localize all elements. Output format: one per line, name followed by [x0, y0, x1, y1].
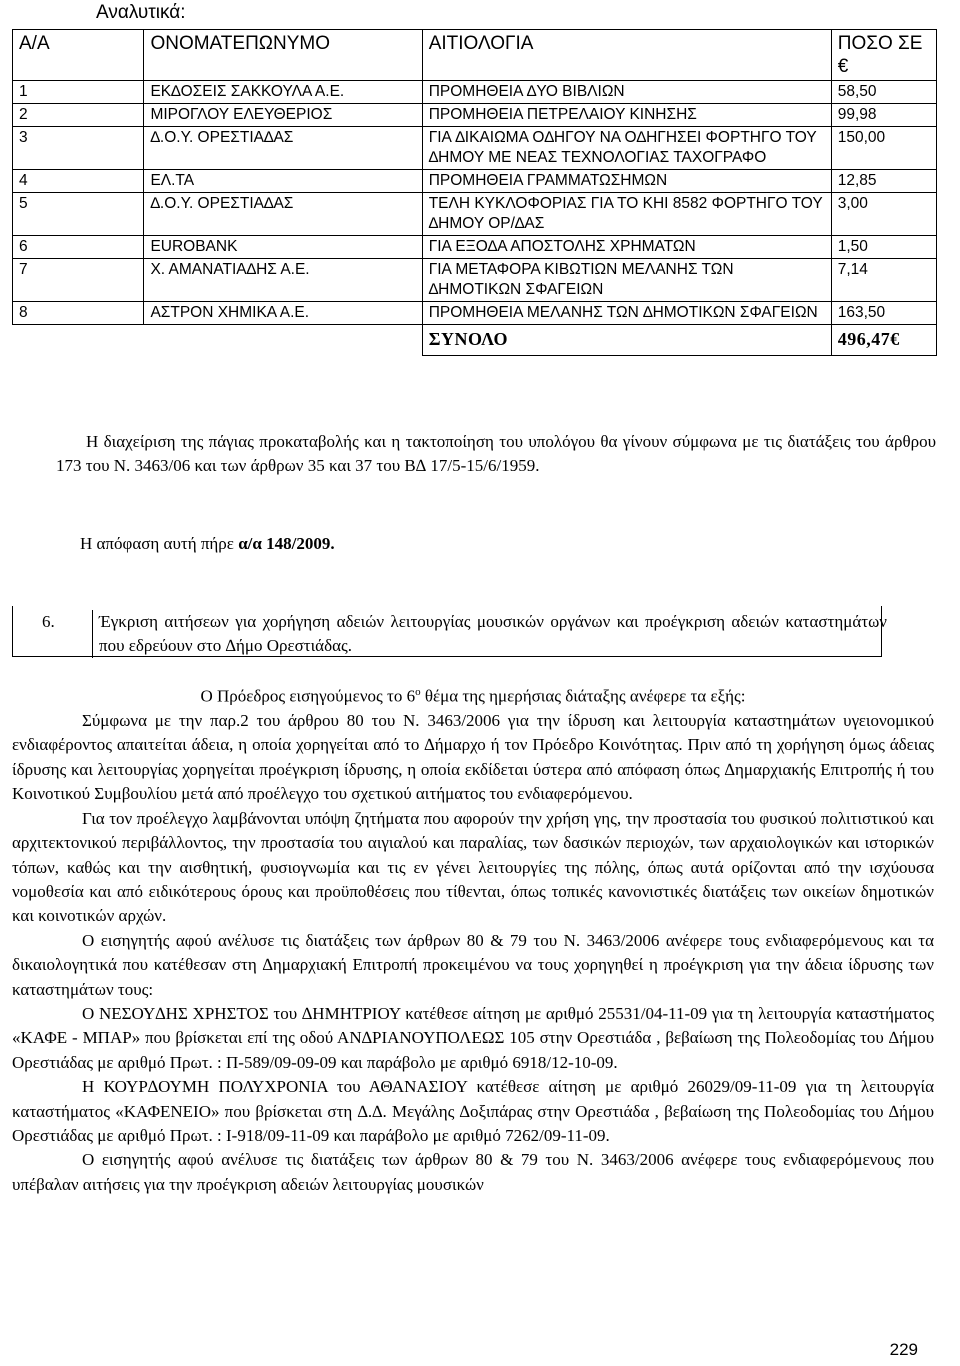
row-reason: ΠΡΟΜΗΘΕΙΑ ΓΡΑΜΜΑΤΩΣΗΜΩΝ	[422, 170, 831, 193]
page-number: 229	[889, 1340, 918, 1359]
total-empty-2	[144, 325, 422, 356]
management-paragraph: Η διαχείριση της πάγιας προκαταβολής και η τακτοποίηση του υπολόγου θα γίνουν σύμφωνα με τις διατάξεις του άρθρου 173 του Ν. 3463/06 και των άρθρων 35 και 37 του Β∆ 17/5-15/6/1959.	[56, 432, 936, 475]
row-reason: ΓΙΑ ∆ΙΚΑΙΩΜΑ Ο∆ΗΓΟΥ ΝΑ Ο∆ΗΓΗΣΕΙ ΦΟΡΤΗΓΟ ΤΟΥ ∆ΗΜΟΥ ΜΕ ΝΕΑΣ ΤΕΧΝΟΛΟΓΙΑΣ ΤΑΧΟΓΡΑΦΟ	[422, 127, 831, 170]
row-amount: 3,00	[831, 193, 936, 236]
header-reason: ΑΙΤΙΟΛΟΓΙΑ	[422, 30, 831, 81]
row-amount: 163,50	[831, 302, 936, 325]
agenda-item-number: 6.	[42, 612, 55, 631]
row-no: 6	[13, 236, 144, 259]
row-name: ∆.Ο.Υ. ΟΡΕΣΤΙΑ∆ΑΣ	[144, 127, 422, 170]
row-name: ∆.Ο.Υ. ΟΡΕΣΤΙΑ∆ΑΣ	[144, 193, 422, 236]
header-name: ΟΝΟΜΑΤΕΠΩΝΥΜΟ	[144, 30, 422, 81]
paragraph: Για τον προέλεγχο λαμβάνονται υπόψη ζητήματα που αφορούν την χρήση γης, την προστασία του φυσικού πολιτιστικού και αρχιτεκτονικού περιβάλλοντος, την προστασία του αιγιαλού και παραλίας, των δασικών περιοχών, των αρχαιολογικών και ιστορικών τόπων, καθώς και την αισθητική, φυσιογνωμία και τις εν γένει λειτουργίες της πόλης, όπως αυτά ορίζονται από την ισχύουσα νομοθεσία και από ειδικότερους όρους και προϋποθέσεις που τίθενται, όπως τοπικές κανονιστικές διατάξεις των οικείων δημοτικών και κοινοτικών αρχών.	[12, 808, 934, 926]
payments-table	[12, 29, 937, 356]
row-name: ΜΙΡΟΓΛΟΥ ΕΛΕΥΘΕΡΙΟΣ	[144, 104, 422, 127]
table-row	[13, 104, 937, 127]
agenda-item-title: Έγκριση αιτήσεων για χορήγηση αδειών λειτουργίας μουσικών οργάνων και προέγκριση αδειών καταστημάτων που εδρεύουν στο ∆ήμο Ορεστιάδας.	[92, 610, 887, 658]
row-amount: 99,98	[831, 104, 936, 127]
row-amount: 12,85	[831, 170, 936, 193]
table-row	[13, 302, 937, 325]
header-no: Α/Α	[13, 30, 144, 81]
intro-line	[12, 680, 934, 709]
table-row	[13, 193, 937, 236]
table-row	[13, 81, 937, 104]
header-amount: ΠΟΣΟ ΣΕ €	[831, 30, 936, 81]
row-reason: ΓΙΑ ΜΕΤΑΦΟΡΑ ΚΙΒΩΤΙΩΝ ΜΕΛΑΝΗΣ ΤΩΝ ∆ΗΜΟΤΙΚΩΝ ΣΦΑΓΕΙΩΝ	[422, 259, 831, 302]
row-name: EUROBANK	[144, 236, 422, 259]
row-amount: 1,50	[831, 236, 936, 259]
total-row	[13, 325, 937, 356]
row-amount: 58,50	[831, 81, 936, 104]
row-reason: ΤΕΛΗ ΚΥΚΛΟΦΟΡΙΑΣ ΓΙΑ ΤΟ ΚΗΙ 8582 ΦΟΡΤΗΓΟ ΤΟΥ ∆ΗΜΟΥ ΟΡ/∆ΑΣ	[422, 193, 831, 236]
intro-text-a: Ο Πρόεδρος εισηγούμενος το 6	[200, 686, 416, 706]
row-no: 4	[13, 170, 144, 193]
decision-prefix: Η απόφαση αυτή πήρε	[80, 534, 234, 553]
row-name: ΕΚ∆ΟΣΕΙΣ ΣΑΚΚΟΥΛΑ Α.Ε.	[144, 81, 422, 104]
decision-number: α/α 148/2009.	[238, 534, 335, 553]
row-no: 3	[13, 127, 144, 170]
table-row	[13, 236, 937, 259]
row-reason: ΠΡΟΜΗΘΕΙΑ ΜΕΛΑΝΗΣ ΤΩΝ ∆ΗΜΟΤΙΚΩΝ ΣΦΑΓΕΙΩΝ	[422, 302, 831, 325]
total-label: ΣΥΝΟΛΟ	[422, 325, 831, 356]
row-no: 2	[13, 104, 144, 127]
total-empty-1	[13, 325, 144, 356]
row-amount: 150,00	[831, 127, 936, 170]
row-name: Χ. ΑΜΑΝΑΤΙΑ∆ΗΣ Α.Ε.	[144, 259, 422, 302]
paragraph: Ο ΝΕΣΟΥ∆ΗΣ ΧΡΗΣΤΟΣ του ∆ΗΜΗΤΡΙΟΥ κατέθεσε αίτηση με αριθμό 25531/04-11-09 για τη λειτουργία καταστήματος «ΚΑΦΕ - ΜΠΑΡ» που βρίσκεται επί της οδού ΑΝ∆ΡΙΑΝΟΥΠΟΛΕΩΣ 105 στην Ορεστιάδα , βεβαίωση της Πολεοδομίας του ∆ήμου Ορεστιάδας με αριθμό Πρωτ. : Π-589/09-09-09 και παράβολο με αριθμό 6918/12-10-09.	[12, 1003, 934, 1072]
row-no: 1	[13, 81, 144, 104]
row-no: 5	[13, 193, 144, 236]
body-text	[12, 680, 934, 1197]
intro-text-b: θέμα της ημερήσιας διάταξης ανέφερε τα εξής:	[420, 686, 746, 706]
row-name: ΑΣΤΡΟΝ ΧΗΜΙΚΑ Α.Ε.	[144, 302, 422, 325]
row-reason: ΠΡΟΜΗΘΕΙΑ ΠΕΤΡΕΛΑΙΟΥ ΚΙΝΗΣΗΣ	[422, 104, 831, 127]
row-amount: 7,14	[831, 259, 936, 302]
table-row	[13, 259, 937, 302]
table-row	[13, 127, 937, 170]
paragraph: Ο εισηγητής αφού ανέλυσε τις διατάξεις των άρθρων 80 & 79 του Ν. 3463/2006 ανέφερε τους ενδιαφερόμενους και τα δικαιολογητικά που κατέθεσαν στη ∆ημαρχιακή Επιτροπή προκειμένου να τους χορηγηθεί η προέγκριση για την άδεια ίδρυσης των καταστημάτων τους:	[12, 930, 934, 999]
row-no: 8	[13, 302, 144, 325]
row-no: 7	[13, 259, 144, 302]
total-value: 496,47€	[831, 325, 936, 356]
row-name: ΕΛ.ΤΑ	[144, 170, 422, 193]
row-reason: ΓΙΑ ΕΞΟ∆Α ΑΠΟΣΤΟΛΗΣ ΧΡΗΜΑΤΩΝ	[422, 236, 831, 259]
intro-superscript: ο	[415, 686, 421, 698]
table-row	[13, 170, 937, 193]
section-heading: Αναλυτικά:	[96, 2, 186, 23]
paragraph: Ο εισηγητής αφού ανέλυσε τις διατάξεις των άρθρων 80 & 79 του Ν. 3463/2006 ανέφερε τους ενδιαφερόμενους που υπέβαλαν αιτήσεις για την προέγκριση αδειών λειτουργίας μουσικών	[12, 1150, 934, 1194]
paragraph: Σύμφωνα με την παρ.2 του άρθρου 80 του Ν. 3463/2006 για την ίδρυση και λειτουργία καταστημάτων υγειονομικού ενδιαφέροντος απαιτείται άδεια, η οποία χορηγείται από το ∆ήμαρχο ή τον Πρόεδρο Κοινότητας. Πριν από τη χορήγηση όμως άδειας ίδρυσης και λειτουργίας χορηγείται προέγκριση ίδρυσης, η οποία εκδίδεται ύστερα από απόφαση όπως ∆ημαρχιακής Επιτροπής ή του Κοινοτικού Συμβουλίου μετά από προέλεγχο του σχετικού αιτήματος του ενδιαφερόμενου.	[12, 711, 934, 804]
table-header-row	[13, 30, 937, 81]
paragraph: Η ΚΟΥΡ∆ΟΥΜΗ ΠΟΛΥΧΡΟΝΙΑ του ΑΘΑΝΑΣΙΟΥ κατέθεσε αίτηση με αριθμό 26029/09-11-09 για τη λειτουργία καταστήματος «ΚΑΦΕΝΕΙΟ» που βρίσκεται στη ∆.∆. Μεγάλης ∆οξιπάρας στην Ορεστιάδα , βεβαίωση της Πολεοδομίας του ∆ήμου Ορεστιάδας με αριθμό Πρωτ. : Ι-918/09-11-09 και παράβολο με αριθμό 7262/09-11-09.	[12, 1077, 934, 1145]
decision-line	[80, 534, 335, 554]
row-reason: ΠΡΟΜΗΘΕΙΑ ∆ΥΟ ΒΙΒΛΙΩΝ	[422, 81, 831, 104]
